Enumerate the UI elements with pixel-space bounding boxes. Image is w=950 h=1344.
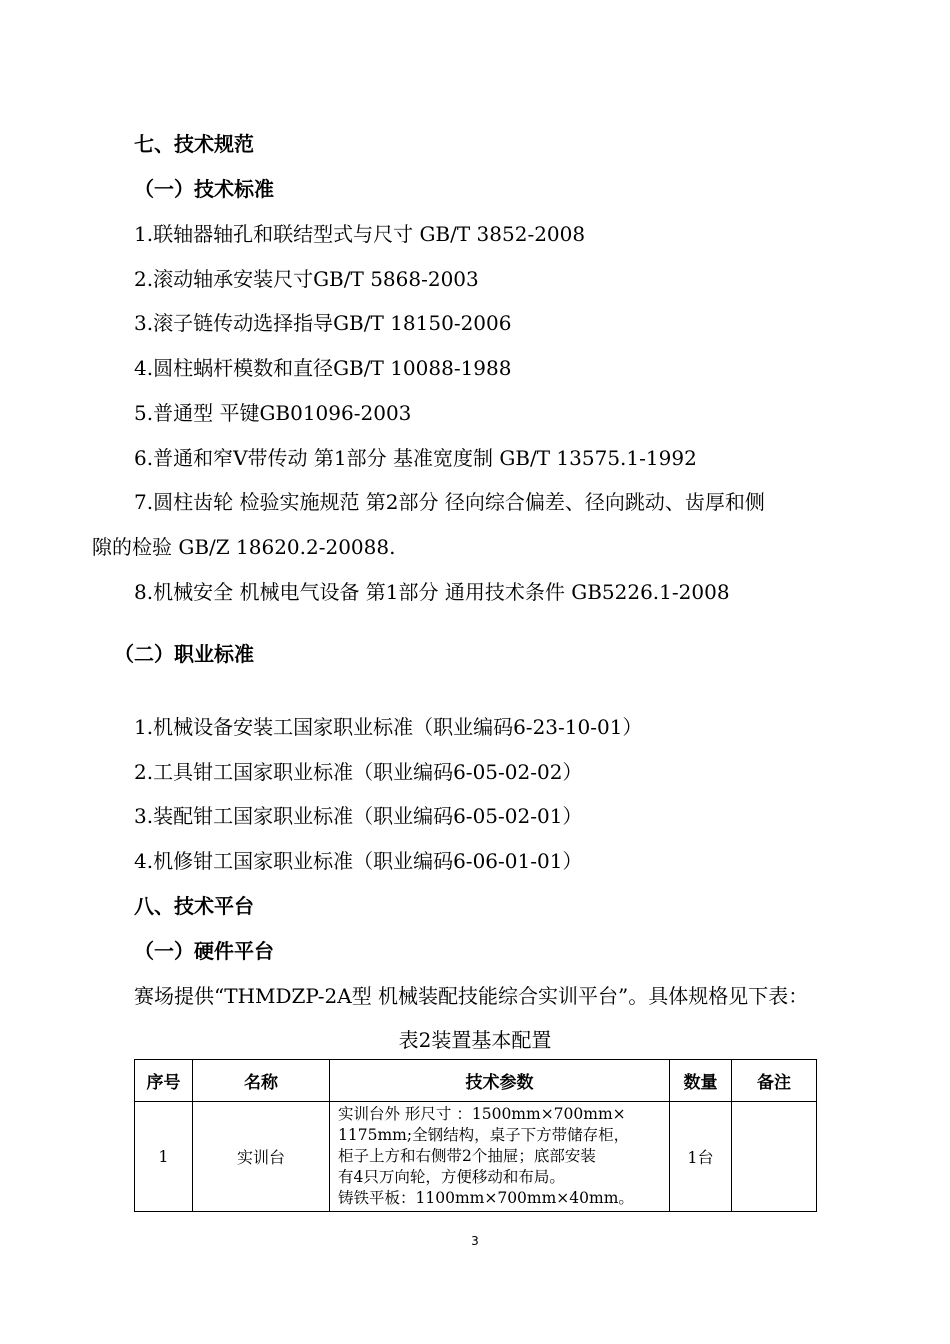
cell-qty: 1台 — [670, 1102, 732, 1212]
standard-item-6: 6.普通和窄V带传动 第1部分 基准宽度制 GB/T 13575.1-1992 — [134, 446, 697, 470]
cell-note — [732, 1102, 817, 1212]
standard-item-1: 1.联轴器轴孔和联结型式与尺寸 GB/T 3852-2008 — [134, 222, 586, 246]
section-7-2-heading: （二）职业标准 — [114, 642, 254, 666]
param-line: 柜子上方和右侧带2个抽屉；底部安装 — [338, 1147, 596, 1165]
section-7-heading: 七、技术规范 — [134, 132, 254, 156]
standard-item-8: 8.机械安全 机械电气设备 第1部分 通用技术条件 GB5226.1-2008 — [134, 580, 730, 604]
section-8-1-heading: （一）硬件平台 — [134, 939, 274, 963]
table-caption: 表2装置基本配置 — [398, 1028, 552, 1052]
header-qty: 数量 — [670, 1060, 732, 1102]
header-params: 技术参数 — [330, 1060, 670, 1102]
standard-item-2: 2.滚动轴承安装尺寸GB/T 5868-2003 — [134, 267, 479, 291]
occupation-item-1: 1.机械设备安装工国家职业标准（职业编码6-23-10-01） — [134, 715, 643, 739]
standard-item-3: 3.滚子链传动选择指导GB/T 18150-2006 — [134, 311, 512, 335]
section-7-1-heading: （一）技术标准 — [134, 177, 274, 201]
header-no: 序号 — [135, 1060, 193, 1102]
param-line: 1175mm;全钢结构，桌子下方带储存柜， — [338, 1126, 630, 1144]
section-8-heading: 八、技术平台 — [134, 894, 254, 918]
cell-params — [330, 1102, 670, 1212]
param-line: 实训台外 形尺寸 ：1500mm×700mm× — [338, 1105, 626, 1123]
occupation-item-4: 4.机修钳工国家职业标准（职业编码6-06-01-01） — [134, 849, 583, 873]
occupation-item-2: 2.工具钳工国家职业标准（职业编码6-05-02-02） — [134, 760, 583, 784]
page-number: 3 — [471, 1234, 479, 1248]
cell-name: 实训台 — [193, 1102, 330, 1212]
param-line: 有4只万向轮，方便移动和布局。 — [338, 1168, 565, 1186]
standard-item-7-continued: 隙的检验 GB/Z 18620.2-20088. — [92, 535, 396, 559]
table-header-row — [135, 1060, 817, 1102]
cell-no: 1 — [135, 1102, 193, 1212]
header-name: 名称 — [193, 1060, 330, 1102]
platform-intro: 赛场提供“THMDZP-2A型 机械装配技能综合实训平台”。具体规格见下表： — [134, 984, 809, 1008]
param-line: 铸铁平板：1100mm×700mm×40mm。 — [338, 1189, 634, 1207]
standard-item-7: 7.圆柱齿轮 检验实施规范 第2部分 径向综合偏差、径向跳动、齿厚和侧 — [134, 490, 765, 514]
header-note: 备注 — [732, 1060, 817, 1102]
table-row — [135, 1102, 817, 1212]
config-table — [134, 1059, 817, 1212]
standard-item-5: 5.普通型 平键GB01096-2003 — [134, 401, 412, 425]
standard-item-4: 4.圆柱蜗杆模数和直径GB/T 10088-1988 — [134, 356, 512, 380]
occupation-item-3: 3.装配钳工国家职业标准（职业编码6-05-02-01） — [134, 804, 583, 828]
